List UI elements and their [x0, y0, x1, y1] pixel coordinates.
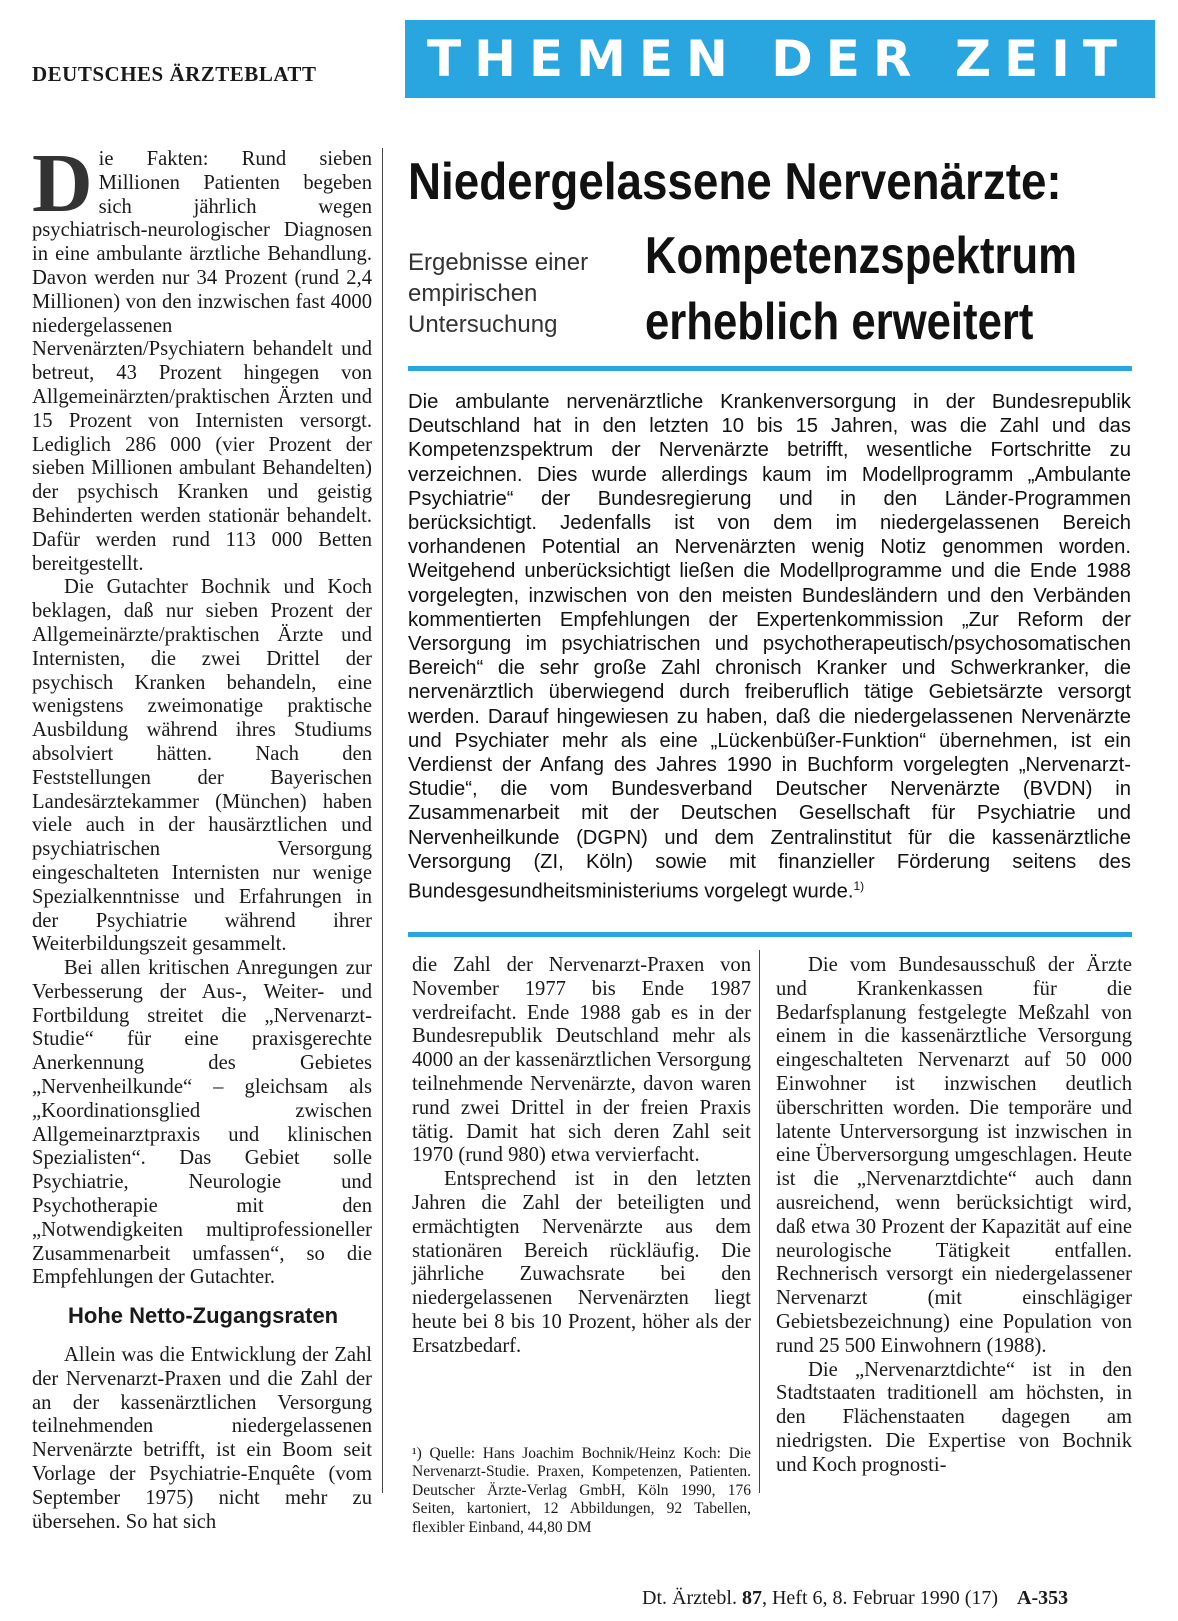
- section-heading: Hohe Netto-Zugangsraten: [68, 1303, 339, 1328]
- footnote: ¹) Quelle: Hans Joachim Bochnik/Heinz Koch: Die Nervenarzt-Studie. Praxen, Kompetenzen, Patienten. Deutscher Ärzte-Verlag GmbH, Köln 1990, 176 Seiten, kartoniert, 12 Abbildungen, 92 Tabellen, flexibler Einband, 44,80 DM: [412, 1445, 751, 1536]
- col3-paragraph-1: Die vom Bundesausschuß der Ärzte und Krankenkassen für die Bedarfsplanung festgelegte Meßzahl von einem in die kassenärztliche Versorgung eingeschalteten Nervenarzt auf 50 000 Einwohner ist inzwischen deutlich überschritten worden. Die temporäre und latente Unterversorgung ist inzwischen in eine Überversorgung umgeschlagen. Heute ist die „Nervenarztdichte“ auch dann ausreichend, wenn berücksichtigt wird, daß etwa 30 Prozent der Kapazität auf eine neurologische Tätigkeit entfallen. Rechnerisch versorgt ein niedergelassener Nervenarzt (mit einschlägiger Gebietsbezeichnung) eine Population von rund 25 500 Einwohnern (1988).: [776, 954, 1132, 1357]
- article-title-line-3: erheblich erweitert: [645, 293, 1034, 351]
- col2-paragraph-1: die Zahl der Nervenarzt-Praxen von November 1977 bis Ende 1987 verdreifacht. Ende 1988 gab es in der Bundesrepublik Deutschland mehr als 4000 an der kassenärztlichen Versorgung teilnehmende Nervenärzte, davon waren rund zwei Drittel in der freien Praxis tätig. Damit hat sich deren Zahl seit 1970 (rund 980) etwa vervierfacht.: [412, 954, 751, 1167]
- article-title-line-2: Kompetenzspektrum: [645, 227, 1078, 285]
- col3-paragraph-2: Die „Nervenarztdichte“ ist in den Stadtstaaten traditionell am höchsten, in den Flächenstaaten dagegen am niedrigsten. Die Expertise von Bochnik und Koch prognosti-: [776, 1358, 1132, 1476]
- page-footer: [642, 1587, 1068, 1610]
- section-banner: THEMEN DER ZEIT: [405, 20, 1155, 98]
- col1-paragraph-4: Allein was die Entwicklung der Zahl der Nervenarzt-Praxen und die Zahl der an der kassenärztlichen Versorgung teilnehmenden niedergelassenen Nervenärzte betrifft, ist ein Boom seit Vorlage der Psychiatrie-Enquête (vom September 1975) nicht mehr zu übersehen. So hat sich: [32, 1344, 372, 1533]
- col1-paragraph-3: Bei allen kritischen Anregungen zur Verbesserung der Aus-, Weiter- und Fortbildung streitet die „Nervenarzt-Studie“ für eine praxisgerechte Anerkennung des Gebietes „Nervenheilkunde“ – gleichsam als „Koordinationsglied zwischen Allgemeinarztpraxis und klinischen Spezialisten“. Das Gebiet solle Psychiatrie, Neurologie und Psychotherapie mit den „Notwendigkeiten multiprofessioneller Zusammenarbeit umfassen“, so die Empfehlungen der Gutachter.: [32, 957, 372, 1289]
- column-1-top: [32, 137, 372, 1289]
- footer-volume: 87: [741, 1587, 762, 1609]
- drop-cap: D: [32, 137, 93, 230]
- journal-name: DEUTSCHES ÄRZTEBLATT: [32, 62, 317, 86]
- column-rule-right: [759, 950, 760, 1493]
- col2-paragraph-2: Entsprechend ist in den letzten Jahren die Zahl der beteiligten und ermächtigten Nervenärzte aus dem stationären Bereich rückläufig. Die jährliche Zuwachsrate bei den niedergelassenen Nervenärzten liegt heute bei 8 bis 10 Prozent, höher als der Ersatzbedarf.: [412, 1168, 751, 1357]
- lead-rule-top: [408, 366, 1132, 371]
- page-number: A-353: [1017, 1587, 1069, 1609]
- article-subtitle: Ergebnisse einer empirischen Untersuchung: [408, 249, 589, 338]
- column-3: [776, 954, 1132, 1500]
- column-1-bottom: [32, 1344, 372, 1533]
- lead-footnote-marker: 1): [853, 879, 865, 894]
- footer-journal: Dt. Ärztebl.: [642, 1587, 737, 1609]
- lead-paragraph: [408, 390, 1131, 922]
- footer-issue: , Heft 6, 8. Februar 1990 (17): [761, 1587, 999, 1609]
- article-title-line-1: Niedergelassene Nervenärzte:: [408, 153, 1062, 211]
- col1-paragraph-1: ie Fakten: Rund sieben Millionen Patienten begeben sich jährlich wegen psychiatrisch-neurologischer Diagnosen in eine ambulante ärztliche Behandlung. Davon werden nur 34 Prozent (rund 2,4 Millionen) von den inzwischen fast 4000 niedergelassenen Nervenärzten/Psychiatern behandelt und betreut, 43 Prozent hingegen von Allgemeinärzten/praktischen Ärzten und 15 Prozent von Internisten versorgt. Lediglich 286 000 (vier Prozent der sieben Millionen ambulant Behandelten) der psychisch Kranken und geistig Behinderten werden stationär behandelt. Dafür werden rund 113 000 Betten bereitgestellt.: [32, 148, 372, 575]
- lead-rule-bottom: [408, 932, 1132, 937]
- col1-paragraph-2: Die Gutachter Bochnik und Koch beklagen, daß nur sieben Prozent der Allgemeinärzte/praktischen Ärzte und Internisten, die zwei Drittel der psychisch Kranken behandeln, eine wenigstens zweimonatige praktische Ausbildung während ihres Studiums absolviert hätten. Nach den Feststellungen der Bayerischen Landesärztekammer (München) haben viele auch in der hausärztlichen und psychiatrischen Versorgung eingeschalteten Internisten nur wenige Spezialkenntnisse und Erfahrungen in der Psychiatrie während ihrer Weiterbildungszeit gesammelt.: [32, 576, 372, 956]
- column-rule-left: [382, 148, 383, 1493]
- column-2: [412, 954, 751, 1384]
- lead-text: Die ambulante nervenärztliche Krankenversorgung in der Bundesrepublik Deutschland hat in den letzten 10 bis 15 Jahren, was die Zahl und das Kompetenzspektrum der Nervenärzte betrifft, wesentliche Fortschritte zu verzeichnen. Dies wurde allerdings kaum im Modellprogramm „Ambulante Psychiatrie“ der Bundesregierung und in den Länder-Programmen berücksichtigt. Jedenfalls ist von dem im niedergelassenen Bereich vorhandenen Potential an Nervenärzten wenig Notiz genommen worden. Weitgehend unberücksichtigt ließen die Modellprogramme und die Ende 1988 vorgelegten, inzwischen von den meisten Bundesländern und den Verbänden kommentierten Empfehlungen der Expertenkommission „Zur Reform der Versorgung im psychiatrischen und psychotherapeutisch/psychosomatischen Bereich“ die sehr große Zahl chronisch Kranker und Schwerkranker, die nervenärztlich überwiegend durch freiberuflich tätige Gebietsärzte versorgt werden. Darauf hingewiesen zu haben, daß die niedergelassenen Nervenärzte und Psychiater mehr als eine „Lückenbüßer-Funktion“ übernehmen, ist ein Verdienst der Anfang des Jahres 1990 in Buchform vorgelegten „Nervenarzt-Studie“, die vom Bundesverband Deutscher Nervenärzte (BVDN) in Zusammenarbeit mit der Deutschen Gesellschaft für Psychiatrie und Nervenheilkunde (DGPN) und dem Zentralinstitut für die kassenärztliche Versorgung (ZI, Köln) sowie mit finanzieller Förderung seitens des Bundesgesundheitsministeriums vorgelegt wurde.: [408, 391, 1131, 903]
